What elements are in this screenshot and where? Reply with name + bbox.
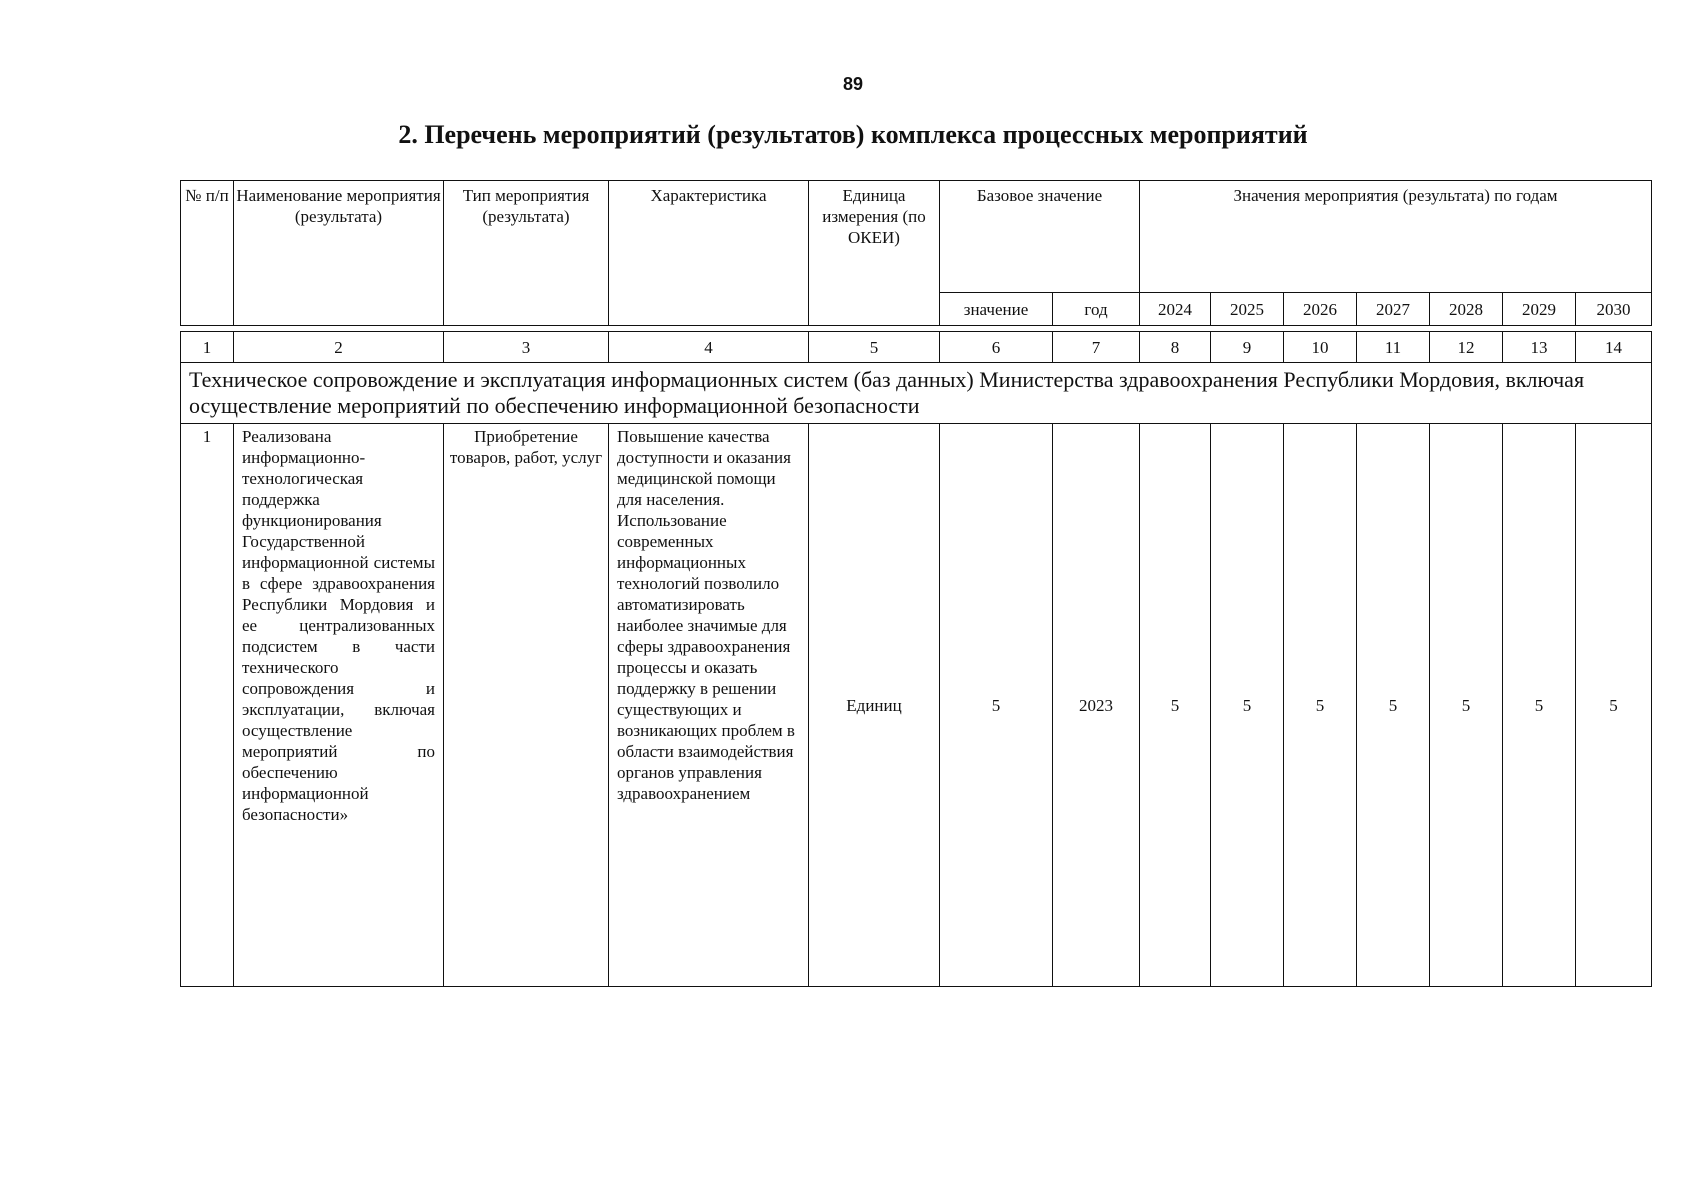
page-number: 89 <box>842 74 864 94</box>
column-number: 10 <box>1284 332 1357 363</box>
column-number: 6 <box>940 332 1053 363</box>
row-year-value: 5 <box>1576 424 1652 987</box>
header-name: Наименование мероприятия (результата) <box>234 181 444 326</box>
column-number: 13 <box>1503 332 1576 363</box>
header-num: № п/п <box>181 181 234 326</box>
row-year-value: 5 <box>1140 424 1211 987</box>
header-characteristic: Характеристика <box>609 181 809 326</box>
column-number: 1 <box>181 332 234 363</box>
table-row <box>181 424 1652 987</box>
row-year-value: 5 <box>1211 424 1284 987</box>
column-number: 4 <box>609 332 809 363</box>
column-number: 5 <box>809 332 940 363</box>
column-number-row <box>181 332 1652 363</box>
header-base-value: значение <box>940 293 1053 326</box>
section-title: Техническое сопровождение и эксплуатация информационных систем (баз данных) Министерства здравоохранения Республики Мордовия, включая осуществление мероприятий по обеспечению информационной безопасности <box>181 363 1652 424</box>
column-number: 2 <box>234 332 444 363</box>
header-year: 2029 <box>1503 293 1576 326</box>
document-title: 2. Перечень мероприятий (результатов) комплекса процессных мероприятий <box>398 120 1308 149</box>
header-base: Базовое значение <box>940 181 1140 293</box>
row-type: Приобретение товаров, работ, услуг <box>444 424 609 987</box>
row-unit: Единиц <box>809 424 940 987</box>
column-number: 11 <box>1357 332 1430 363</box>
row-index: 1 <box>181 424 234 987</box>
row-characteristic: Повышение качества доступности и оказания медицинской помощи для населения. Использование современных информационных технологий позволило автоматизировать наиболее значимые для сферы здравоохранения процессы и оказать поддержку в решении существующих и возникающих проблем в области взаимодействия органов управления здравоохранением <box>609 424 809 987</box>
column-number: 9 <box>1211 332 1284 363</box>
header-year: 2026 <box>1284 293 1357 326</box>
row-year-value: 5 <box>1357 424 1430 987</box>
row-base-value: 5 <box>940 424 1053 987</box>
row-name: Реализована информационно-технологическая поддержка функционирования Государственной информационной системы в сфере здравоохранения Республики Мордовия и ее централизованных подсистем в части технического сопровождения и эксплуатации, включая осуществление мероприятий по обеспечению информационной безопасности» <box>234 424 444 987</box>
column-number: 14 <box>1576 332 1652 363</box>
header-year: 2030 <box>1576 293 1652 326</box>
column-number: 3 <box>444 332 609 363</box>
header-base-year: год <box>1053 293 1140 326</box>
column-number: 8 <box>1140 332 1211 363</box>
body-table <box>180 331 1652 987</box>
header-years-group: Значения мероприятия (результата) по годам <box>1140 181 1652 293</box>
row-year-value: 5 <box>1284 424 1357 987</box>
header-year: 2027 <box>1357 293 1430 326</box>
header-year: 2025 <box>1211 293 1284 326</box>
header-type: Тип мероприятия (результата) <box>444 181 609 326</box>
header-year: 2024 <box>1140 293 1211 326</box>
row-year-value: 5 <box>1503 424 1576 987</box>
column-number: 12 <box>1430 332 1503 363</box>
row-year-value: 5 <box>1430 424 1503 987</box>
header-year: 2028 <box>1430 293 1503 326</box>
column-number: 7 <box>1053 332 1140 363</box>
row-base-year: 2023 <box>1053 424 1140 987</box>
header-table <box>180 180 1652 326</box>
header-unit: Единица измерения (по ОКЕИ) <box>809 181 940 326</box>
